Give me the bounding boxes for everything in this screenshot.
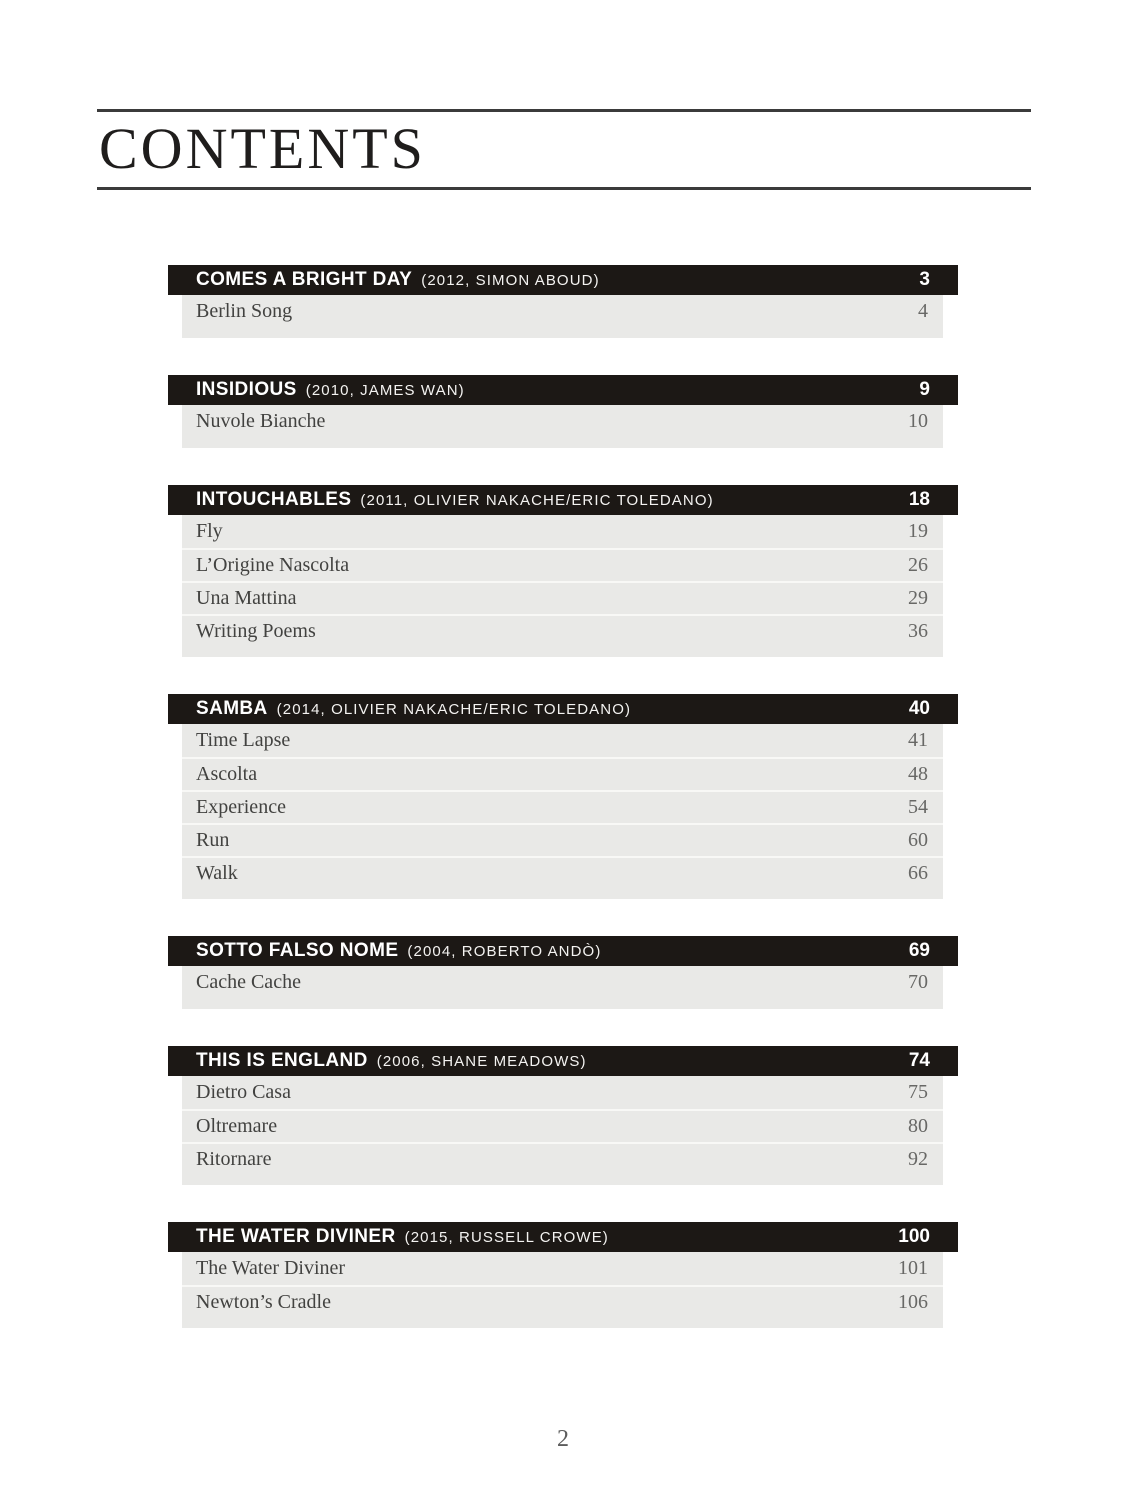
track-page-number: 36 — [908, 620, 928, 642]
track-row — [182, 548, 943, 581]
section-header-bar — [168, 485, 958, 515]
track-title: The Water Diviner — [196, 1257, 346, 1279]
film-title: SOTTO FALSO NOME — [196, 940, 399, 961]
track-page-number: 48 — [908, 763, 928, 785]
section-page-number: 9 — [919, 379, 930, 400]
section-header-bar — [168, 936, 958, 966]
film-year-director: (2011, OLIVIER NAKACHE/ERIC TOLEDANO) — [360, 491, 714, 509]
track-title: L’Origine Nascolta — [196, 554, 350, 576]
toc-section — [168, 1222, 958, 1328]
film-year-director: (2015, RUSSELL CROWE) — [404, 1228, 609, 1246]
track-row — [182, 1076, 943, 1109]
section-page-number: 100 — [898, 1226, 930, 1247]
film-year-director: (2010, JAMES WAN) — [305, 381, 465, 399]
track-row — [182, 1109, 943, 1142]
section-page-number: 40 — [908, 698, 930, 719]
track-page-number: 92 — [908, 1148, 928, 1170]
track-row — [182, 581, 943, 614]
track-page-number: 80 — [908, 1115, 928, 1137]
track-title: Ascolta — [196, 763, 258, 785]
track-list — [182, 1076, 943, 1185]
track-page-number: 41 — [908, 729, 928, 751]
film-title: THIS IS ENGLAND — [196, 1050, 368, 1071]
section-header-bar — [168, 694, 958, 724]
page-title: CONTENTS — [99, 116, 426, 181]
track-page-number: 75 — [908, 1081, 928, 1103]
track-row — [182, 790, 943, 823]
toc-section — [168, 375, 958, 448]
track-title: Run — [196, 829, 230, 851]
track-page-number: 10 — [908, 410, 928, 432]
track-row — [182, 724, 943, 757]
folio-page-number: 2 — [557, 1426, 569, 1452]
track-title: Oltremare — [196, 1115, 278, 1137]
track-list — [182, 295, 943, 338]
film-title: INSIDIOUS — [196, 379, 297, 400]
track-page-number: 26 — [908, 554, 928, 576]
track-row — [182, 295, 943, 328]
track-page-number: 54 — [908, 796, 928, 818]
film-year-director: (2014, OLIVIER NAKACHE/ERIC TOLEDANO) — [276, 700, 632, 718]
toc-section — [168, 265, 958, 338]
track-title: Newton’s Cradle — [196, 1291, 331, 1313]
track-title: Dietro Casa — [196, 1081, 291, 1103]
film-title: SAMBA — [196, 698, 268, 719]
film-title: COMES A BRIGHT DAY — [196, 269, 413, 290]
track-page-number: 29 — [908, 587, 928, 609]
toc-section — [168, 936, 958, 1009]
masthead — [97, 109, 1031, 190]
track-title: Una Mattina — [196, 587, 297, 609]
track-list — [182, 724, 943, 899]
track-list — [182, 515, 943, 657]
track-title: Ritornare — [196, 1148, 272, 1170]
toc-section — [168, 694, 958, 899]
film-title: INTOUCHABLES — [196, 489, 352, 510]
track-page-number: 19 — [908, 520, 928, 542]
track-title: Experience — [196, 796, 286, 818]
track-list — [182, 966, 943, 1009]
toc-section — [168, 1046, 958, 1185]
track-page-number: 4 — [918, 300, 928, 322]
section-header-bar — [168, 265, 958, 295]
track-row — [182, 757, 943, 790]
track-page-number: 106 — [898, 1291, 928, 1313]
section-page-number: 18 — [908, 489, 930, 510]
section-page-number: 3 — [919, 269, 930, 290]
section-page-number: 69 — [908, 940, 930, 961]
track-page-number: 101 — [898, 1257, 928, 1279]
track-page-number: 66 — [908, 862, 928, 884]
track-row — [182, 614, 943, 647]
track-title: Writing Poems — [196, 620, 316, 642]
track-title: Fly — [196, 520, 223, 542]
section-header-bar — [168, 375, 958, 405]
table-of-contents — [168, 265, 958, 1365]
track-title: Time Lapse — [196, 729, 291, 751]
film-title: THE WATER DIVINER — [196, 1226, 396, 1247]
section-page-number: 74 — [908, 1050, 930, 1071]
toc-section — [168, 485, 958, 657]
track-row — [182, 1252, 943, 1285]
film-year-director: (2004, ROBERTO ANDÒ) — [407, 942, 602, 960]
track-row — [182, 966, 943, 999]
track-page-number: 70 — [908, 971, 928, 993]
track-title: Cache Cache — [196, 971, 301, 993]
film-year-director: (2006, SHANE MEADOWS) — [376, 1052, 587, 1070]
track-row — [182, 1142, 943, 1175]
track-row — [182, 405, 943, 438]
film-year-director: (2012, SIMON ABOUD) — [421, 271, 600, 289]
track-row — [182, 515, 943, 548]
track-title: Nuvole Bianche — [196, 410, 326, 432]
section-header-bar — [168, 1046, 958, 1076]
track-title: Berlin Song — [196, 300, 293, 322]
track-row — [182, 823, 943, 856]
track-list — [182, 1252, 943, 1328]
section-header-bar — [168, 1222, 958, 1252]
track-row — [182, 1285, 943, 1318]
track-page-number: 60 — [908, 829, 928, 851]
track-row — [182, 856, 943, 889]
track-title: Walk — [196, 862, 238, 884]
track-list — [182, 405, 943, 448]
